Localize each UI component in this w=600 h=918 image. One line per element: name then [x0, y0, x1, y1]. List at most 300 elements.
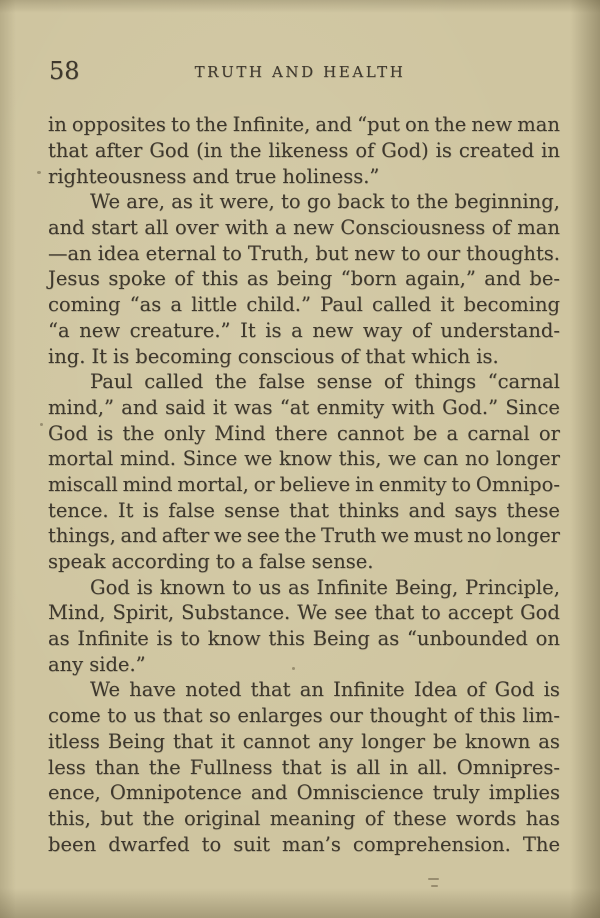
word: The: [522, 832, 560, 856]
word: Omniscience: [296, 781, 424, 805]
word: thoughts.: [466, 241, 560, 265]
word: Omnipres-: [456, 755, 560, 779]
word: God: [90, 575, 130, 599]
word: man: [517, 216, 560, 240]
word: sense: [224, 498, 280, 522]
word: little: [191, 293, 238, 317]
word: that: [281, 755, 322, 779]
word: and: [484, 267, 521, 291]
text-line: [48, 472, 560, 498]
word: man’s: [281, 832, 341, 856]
word: of: [491, 216, 511, 240]
word: we: [380, 524, 410, 548]
word: “born: [340, 267, 397, 291]
word: and: [250, 781, 288, 805]
word: and: [121, 395, 158, 419]
word: it: [199, 190, 214, 214]
page-header: [0, 59, 600, 85]
word: to: [171, 113, 191, 137]
word: this: [201, 267, 239, 291]
word: as: [246, 267, 269, 291]
word: that: [48, 139, 88, 163]
word: to: [180, 627, 201, 651]
word: words: [456, 806, 517, 830]
word: new: [79, 318, 121, 342]
word: It: [91, 344, 108, 368]
word: Being,: [394, 575, 459, 599]
word: God: [494, 678, 535, 702]
word: we: [244, 447, 273, 471]
word: known: [159, 575, 226, 599]
word: things,: [48, 524, 116, 548]
word: false: [259, 550, 306, 574]
word: is: [330, 755, 347, 779]
word: We: [297, 601, 328, 625]
paper-speck: [292, 667, 295, 670]
word: of: [174, 267, 194, 291]
word: mortal,: [177, 472, 249, 496]
word: us: [133, 704, 157, 728]
word: and: [192, 164, 230, 188]
word: man: [517, 113, 560, 137]
word: Spirit,: [112, 601, 175, 625]
word: thinks: [338, 498, 400, 522]
word: dwarfed: [108, 832, 190, 856]
text-block: [48, 112, 560, 857]
word: to: [232, 575, 252, 599]
text-line: [48, 163, 560, 189]
word: that: [374, 601, 415, 625]
text-line: [48, 600, 560, 626]
word: and: [48, 216, 85, 240]
word: and: [315, 113, 353, 137]
word: is.: [476, 344, 499, 368]
word: these: [506, 498, 560, 522]
word: is: [435, 139, 452, 163]
word: coming: [48, 293, 121, 317]
word: after: [94, 139, 143, 163]
word: being: [276, 267, 333, 291]
word: Paul: [90, 370, 133, 394]
word: (in: [196, 139, 223, 163]
word: or: [253, 472, 275, 496]
word: It: [117, 498, 134, 522]
word: the: [122, 421, 155, 445]
word: there: [274, 421, 328, 445]
word: —an: [48, 241, 92, 265]
running-head: TRUTH AND HEALTH: [194, 63, 406, 81]
word: It: [240, 318, 256, 342]
word: that: [365, 344, 406, 368]
word: said: [165, 395, 206, 419]
word: we: [213, 524, 243, 548]
word: see: [246, 524, 280, 548]
word: Infinite: [333, 678, 405, 702]
word: created: [458, 139, 535, 163]
word: over: [174, 216, 219, 240]
word: says: [454, 498, 498, 522]
word: but: [315, 241, 349, 265]
word: are,: [126, 190, 165, 214]
word: Principle,: [465, 575, 560, 599]
word: our: [426, 241, 461, 265]
word: and: [120, 524, 158, 548]
word: a: [241, 550, 253, 574]
word: this: [268, 627, 305, 651]
word: Omnipo-: [475, 472, 560, 496]
word: false: [258, 370, 306, 394]
word: less: [48, 755, 86, 779]
word: to: [451, 472, 471, 496]
word: of: [340, 344, 360, 368]
word: longer: [361, 729, 426, 753]
word: was: [234, 395, 273, 419]
word: Since: [182, 447, 238, 471]
text-line: [48, 831, 560, 857]
word: an: [299, 678, 324, 702]
word: must: [413, 524, 463, 548]
word: Fullness: [189, 755, 273, 779]
word: to: [222, 241, 242, 265]
text-line: [48, 703, 560, 729]
word: it: [212, 395, 227, 419]
word: is: [113, 344, 130, 368]
word: were,: [219, 190, 275, 214]
word: in: [389, 755, 409, 779]
text-line: [48, 651, 560, 677]
word: come: [48, 704, 101, 728]
word: accept: [447, 601, 514, 625]
word: and: [408, 498, 446, 522]
word: enmity: [378, 472, 447, 496]
word: lim-: [522, 704, 560, 728]
word: as: [377, 627, 400, 651]
word: the: [142, 806, 175, 830]
text-line: [48, 138, 560, 164]
word: is: [136, 575, 153, 599]
word: “at: [279, 395, 310, 419]
word: or: [538, 421, 560, 445]
word: known: [464, 729, 531, 753]
text-line: [48, 549, 560, 575]
word: the: [284, 524, 317, 548]
word: our: [329, 704, 363, 728]
text-line: [48, 780, 560, 806]
word: Mind,: [48, 601, 106, 625]
word: to: [107, 704, 127, 728]
word: God: [48, 421, 88, 445]
word: We: [90, 678, 120, 702]
word: start: [91, 216, 138, 240]
word: God: [520, 601, 560, 625]
word: know: [207, 627, 261, 651]
word: a: [274, 216, 287, 240]
word: becoming: [463, 293, 560, 317]
text-line: [48, 626, 560, 652]
word: that: [289, 498, 329, 522]
word: “put: [357, 113, 400, 137]
word: it: [440, 293, 455, 317]
word: creature.”: [129, 318, 231, 342]
word: it: [220, 729, 235, 753]
text-line: [48, 343, 560, 369]
word: false: [168, 498, 215, 522]
word: be-: [529, 267, 560, 291]
word: Substance.: [181, 601, 291, 625]
word: this,: [48, 806, 91, 830]
word: to: [390, 190, 411, 214]
word: have: [129, 678, 176, 702]
word: Paul: [320, 293, 363, 317]
text-line: [48, 318, 560, 344]
text-line: [48, 677, 560, 703]
word: holiness.”: [282, 164, 380, 188]
word: a: [446, 421, 459, 445]
word: the: [148, 755, 181, 779]
word: of: [453, 704, 473, 728]
word: of: [355, 139, 375, 163]
word: Consciousness: [340, 216, 486, 240]
word: sense: [316, 370, 373, 394]
paper-speck: [40, 423, 43, 426]
word: Omnipotence: [109, 781, 242, 805]
word: conscious: [237, 344, 335, 368]
word: back: [337, 190, 385, 214]
word: comprehension.: [352, 832, 511, 856]
word: We: [90, 190, 120, 214]
word: as: [171, 190, 193, 214]
text-line: [48, 266, 560, 292]
word: mind,”: [48, 395, 114, 419]
word: on: [405, 113, 430, 137]
word: is: [97, 421, 114, 445]
word: called: [144, 370, 204, 394]
word: a: [170, 293, 183, 317]
word: Mind: [214, 421, 266, 445]
word: spoke: [108, 267, 166, 291]
word: new: [293, 216, 334, 240]
word: opposites: [71, 113, 166, 137]
word: Jesus: [48, 267, 100, 291]
word: these: [393, 806, 447, 830]
word: new: [471, 113, 513, 137]
text-line: [48, 574, 560, 600]
word: in: [48, 113, 67, 137]
word: mind.: [120, 447, 176, 471]
word: side.”: [89, 652, 146, 676]
word: a: [291, 318, 303, 342]
word: “a: [48, 318, 70, 342]
word: again,”: [405, 267, 476, 291]
word: with: [391, 395, 435, 419]
word: this,: [338, 447, 382, 471]
word: way: [362, 318, 403, 342]
word: of: [411, 318, 431, 342]
word: eternal: [145, 241, 217, 265]
word: meaning: [269, 806, 356, 830]
word: in: [541, 139, 560, 163]
text-line: [48, 292, 560, 318]
word: any: [317, 729, 354, 753]
word: according: [111, 550, 210, 574]
word: that: [162, 704, 203, 728]
word: original: [183, 806, 261, 830]
word: child.”: [246, 293, 311, 317]
word: only: [163, 421, 206, 445]
word: to: [201, 832, 222, 856]
paper-speck: [431, 885, 438, 887]
word: “carnal: [487, 370, 560, 394]
word: to: [215, 550, 236, 574]
word: cannot: [336, 421, 405, 445]
word: no: [464, 447, 490, 471]
word: longer: [496, 524, 560, 548]
word: of: [383, 370, 403, 394]
word: is: [142, 498, 159, 522]
word: is: [543, 678, 560, 702]
word: ing.: [48, 344, 86, 368]
word: mortal: [48, 447, 114, 471]
word: to: [421, 601, 441, 625]
word: righteousness: [48, 164, 187, 188]
word: enlarges: [237, 704, 323, 728]
word: than: [94, 755, 140, 779]
word: us: [258, 575, 282, 599]
paper-speck: [37, 171, 41, 174]
word: as: [48, 627, 70, 651]
word: idea: [97, 241, 140, 265]
word: of: [364, 806, 384, 830]
word: which: [411, 344, 471, 368]
word: in: [355, 472, 374, 496]
word: Infinite: [316, 575, 388, 599]
word: that: [172, 729, 213, 753]
word: Since: [505, 395, 560, 419]
text-line: [48, 523, 560, 549]
word: Being: [312, 627, 370, 651]
word: know: [279, 447, 332, 471]
word: carnal: [467, 421, 530, 445]
word: is: [265, 318, 282, 342]
word: “unbounded: [406, 627, 528, 651]
word: believe: [279, 472, 351, 496]
text-line: [48, 754, 560, 780]
text-line: [48, 806, 560, 832]
word: speak: [48, 550, 106, 574]
word: as: [538, 729, 560, 753]
text-line: [48, 497, 560, 523]
word: after: [161, 524, 210, 548]
word: beginning,: [454, 190, 560, 214]
word: miscall: [48, 472, 118, 496]
text-line: [48, 189, 560, 215]
word: Infinite: [77, 627, 149, 651]
text-line: [48, 395, 560, 421]
text-line: [48, 420, 560, 446]
word: implies: [488, 781, 560, 805]
word: be: [432, 729, 458, 753]
word: see: [334, 601, 368, 625]
word: tence.: [48, 498, 109, 522]
word: on: [535, 627, 560, 651]
word: suit: [233, 832, 270, 856]
word: Idea: [413, 678, 458, 702]
word: God): [381, 139, 429, 163]
text-line: [48, 369, 560, 395]
word: mind: [122, 472, 173, 496]
word: itless: [48, 729, 100, 753]
word: Truth: [320, 524, 377, 548]
word: understand-: [440, 318, 560, 342]
word: things: [414, 370, 477, 394]
word: God: [149, 139, 190, 163]
word: enmity: [316, 395, 385, 419]
word: that: [250, 678, 291, 702]
word: Infinite,: [232, 113, 311, 137]
word: of: [466, 678, 486, 702]
word: Truth,: [247, 241, 310, 265]
word: called: [372, 293, 432, 317]
word: “as: [129, 293, 162, 317]
word: be: [413, 421, 438, 445]
paper-speck: [428, 878, 439, 880]
word: any: [48, 652, 84, 676]
word: true: [235, 164, 277, 188]
word: to: [281, 190, 301, 214]
word: Being: [107, 729, 165, 753]
word: the: [434, 113, 467, 137]
word: the: [214, 370, 247, 394]
word: all.: [417, 755, 448, 779]
word: the: [416, 190, 449, 214]
word: truly: [432, 781, 480, 805]
word: no: [467, 524, 492, 548]
word: as: [287, 575, 310, 599]
word: we: [388, 447, 417, 471]
word: can: [423, 447, 459, 471]
word: sense.: [311, 550, 374, 574]
word: noted: [185, 678, 242, 702]
word: this: [479, 704, 516, 728]
word: the: [195, 113, 228, 137]
word: new: [312, 318, 354, 342]
text-line: [48, 112, 560, 138]
word: been: [48, 832, 97, 856]
word: likeness: [268, 139, 349, 163]
word: cannot: [242, 729, 311, 753]
page-number: 58: [49, 57, 80, 85]
word: thought: [369, 704, 448, 728]
text-line: [48, 240, 560, 266]
word: the: [229, 139, 262, 163]
word: has: [525, 806, 560, 830]
word: but: [100, 806, 134, 830]
word: ence,: [48, 781, 101, 805]
word: is: [156, 627, 173, 651]
text-line: [48, 446, 560, 472]
word: God.”: [442, 395, 499, 419]
word: go: [306, 190, 332, 214]
word: new: [354, 241, 395, 265]
word: to: [401, 241, 421, 265]
word: with: [225, 216, 269, 240]
word: longer: [496, 447, 560, 471]
word: all: [356, 755, 381, 779]
word: all: [144, 216, 169, 240]
text-line: [48, 215, 560, 241]
word: so: [209, 704, 231, 728]
word: becoming: [135, 344, 232, 368]
